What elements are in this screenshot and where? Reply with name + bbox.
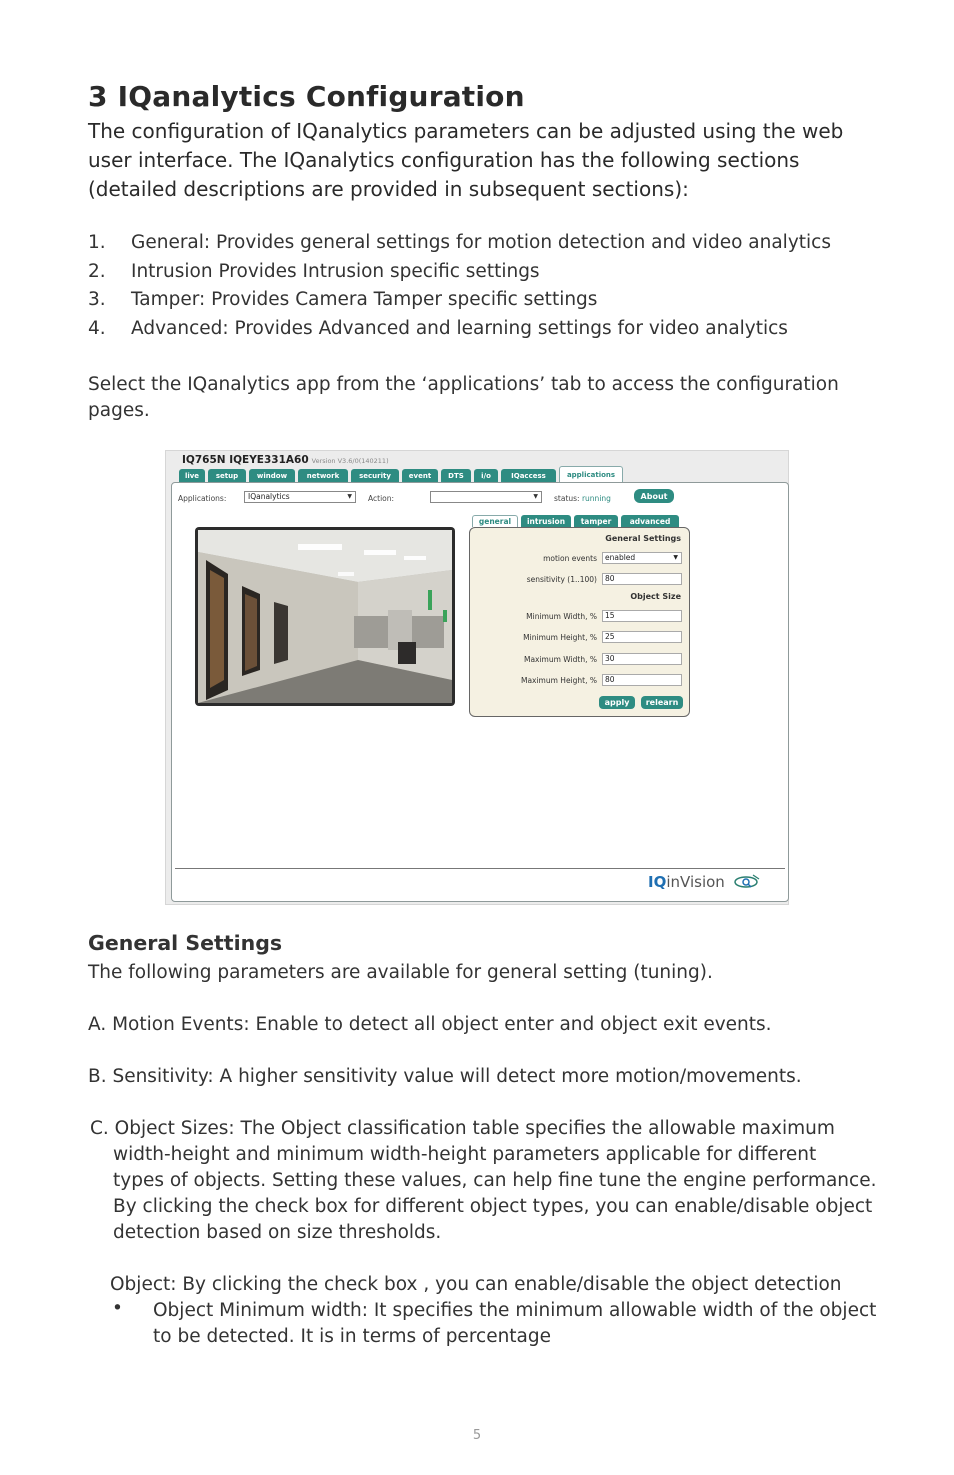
tab-network[interactable]: network — [298, 469, 348, 482]
status-value: running — [581, 494, 611, 503]
chevron-down-icon: ▼ — [347, 493, 352, 500]
iqinvision-logo: IQinVision — [648, 873, 761, 891]
tab-advanced[interactable]: advanced — [621, 515, 679, 527]
apply-button[interactable]: apply — [599, 696, 635, 709]
general-settings-heading: General Settings — [605, 534, 681, 543]
status-text: status: running — [554, 494, 611, 503]
object-size-heading: Object Size — [630, 592, 681, 601]
sensitivity-label: sensitivity (1..100) — [526, 575, 597, 584]
sensitivity-input[interactable]: 80 — [602, 573, 682, 585]
item-motion-events: A. Motion Events: Enable to detect all object enter and object exit events. — [88, 1014, 772, 1035]
item-object-sizes-cont: By clicking the check box for different object types, you can enable/disable object — [113, 1196, 873, 1217]
list-item: 2. Intrusion Provides Intrusion specific settings — [88, 260, 540, 282]
item-object-sizes-cont: detection based on size thresholds. — [113, 1222, 442, 1243]
action-label: Action: — [368, 494, 395, 503]
tab-io[interactable]: i/o — [474, 469, 498, 482]
general-settings-panel — [469, 527, 690, 717]
list-item: 4. Advanced: Provides Advanced and learning settings for video analytics — [88, 317, 788, 339]
min-width-input[interactable]: 15 — [602, 610, 682, 622]
intro-paragraph: The configuration of IQanalytics parameters can be adjusted using the web user interface. The IQanalytics configuration has the following sections (detailed descriptions are provided in subsequent sections): — [88, 119, 844, 201]
tab-setup[interactable]: setup — [208, 469, 246, 482]
ui-screenshot — [165, 450, 789, 905]
tab-event[interactable]: event — [402, 469, 438, 482]
select-app-text: Select the IQanalytics app from the ‘applications’ tab to access the configuration — [88, 374, 839, 395]
tab-tamper[interactable]: tamper — [574, 515, 618, 527]
main-tabs — [179, 469, 623, 482]
tab-live[interactable]: live — [179, 469, 205, 482]
general-settings-intro: The following parameters are available for general setting (tuning). — [88, 962, 713, 983]
eye-logo-icon — [733, 873, 761, 889]
about-button[interactable]: About — [634, 489, 674, 503]
item-object-sizes: C. Object Sizes: The Object classification table specifies the allowable maximum — [90, 1118, 835, 1139]
chevron-down-icon: ▼ — [533, 493, 538, 500]
bullet-min-width: Object Minimum width: It specifies the minimum allowable width of the object — [153, 1300, 877, 1321]
item-sensitivity: B. Sensitivity: A higher sensitivity value will detect more motion/movements. — [88, 1066, 802, 1087]
tab-general[interactable]: general — [472, 515, 518, 527]
device-title: IQ765N IQEYE331A60 Version V3.6/0(140211) — [182, 454, 389, 466]
tab-window[interactable]: window — [249, 469, 295, 482]
applications-label: Applications: — [178, 494, 227, 503]
action-select[interactable] — [430, 491, 542, 503]
analytics-subtabs — [472, 515, 679, 527]
general-settings-heading: General Settings — [88, 931, 283, 955]
version-label: Version V3.6/0(140211) — [311, 457, 389, 465]
bullet-icon: • — [112, 1298, 123, 1319]
office-camera-image — [198, 530, 452, 703]
min-height-input[interactable]: 25 — [602, 631, 682, 643]
page-number: 5 — [472, 1428, 482, 1443]
motion-events-label: motion events — [543, 554, 597, 563]
camera-preview — [195, 527, 455, 706]
tab-intrusion[interactable]: intrusion — [521, 515, 571, 527]
bullet-min-width-cont: to be detected. It is in terms of percentage — [153, 1326, 552, 1347]
relearn-button[interactable]: relearn — [641, 696, 683, 709]
applications-frame — [171, 482, 789, 902]
list-item: 1. General: Provides general settings for motion detection and video analytics — [88, 232, 831, 253]
max-height-label: Maximum Height, % — [520, 676, 597, 685]
max-width-input[interactable]: 30 — [602, 653, 682, 665]
applications-select[interactable]: IQanalytics ▼ — [244, 491, 356, 503]
select-app-text-cont: pages. — [88, 400, 150, 421]
tab-dts[interactable]: DTS — [441, 469, 471, 482]
motion-events-select[interactable]: enabled ▼ — [602, 552, 682, 564]
tab-iqaccess[interactable]: IQaccess — [501, 469, 556, 482]
sections-list — [88, 229, 868, 343]
min-width-label: Minimum Width, % — [526, 612, 597, 621]
item-object-sizes-cont: types of objects. Setting these values, can help fine tune the engine performance. — [113, 1170, 877, 1191]
min-height-label: Minimum Height, % — [523, 633, 597, 642]
tab-security[interactable]: security — [351, 469, 399, 482]
tab-applications[interactable]: applications — [559, 466, 623, 482]
object-checkbox-text: Object: By clicking the check box , you can enable/disable the object detection — [110, 1274, 842, 1295]
list-item: 3. Tamper: Provides Camera Tamper specific settings — [88, 289, 598, 310]
chevron-down-icon: ▼ — [673, 554, 678, 561]
max-width-label: Maximum Width, % — [523, 655, 597, 664]
footer-divider — [175, 868, 785, 869]
page-heading: 3 IQanalytics Configuration — [88, 80, 525, 113]
max-height-input[interactable]: 80 — [602, 674, 682, 686]
item-object-sizes-cont: width-height and minimum width-height parameters applicable for different — [113, 1144, 817, 1165]
